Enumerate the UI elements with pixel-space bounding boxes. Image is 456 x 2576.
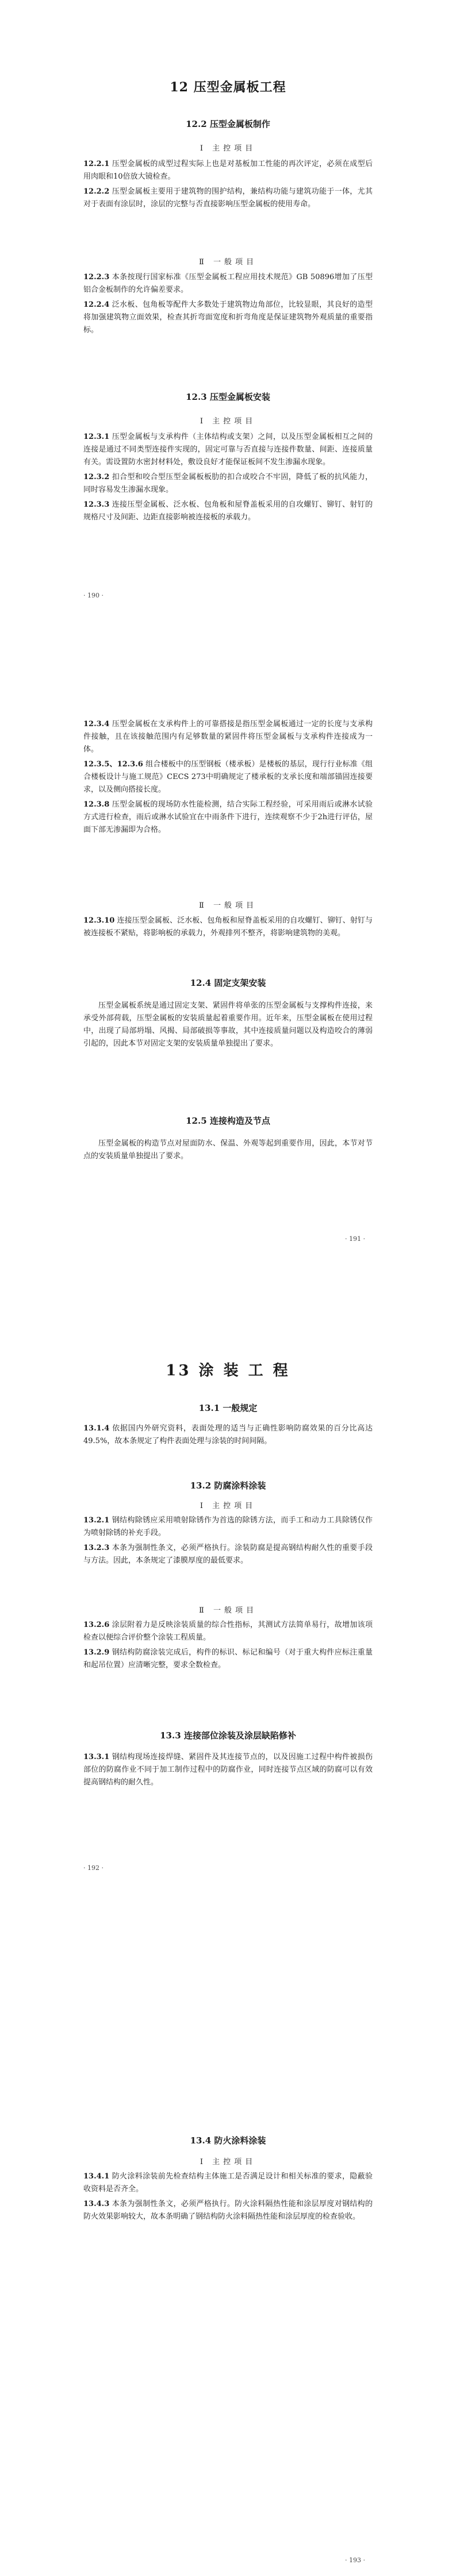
paragraph-group <box>83 718 373 839</box>
section-heading: 13.4 防火涂料涂装 <box>190 2135 266 2146</box>
paragraph <box>83 271 373 296</box>
clause-number: 13.4.3 <box>83 2200 110 2208</box>
paragraph-text: 压型金属板的现场防水性能检测，结合实际工程经验，可采用雨后或淋水试验方式进行检查，雨后或淋水试验宜在中雨条件下进行，连续观察不少于2h进行评估，屋面下部无渗漏即为合格。 <box>83 800 373 834</box>
paragraph-text: 压型金属板的成型过程实际上也是对基板加工性能的再次评定，必须在成型后用肉眼和10倍放大镜检查。 <box>83 160 373 181</box>
paragraph <box>83 718 373 756</box>
section-heading: 13.3 连接部位涂装及涂层缺陷修补 <box>160 1730 296 1741</box>
paragraph-text: 压型金属板主要用于建筑物的围护结构，兼结构功能与建筑功能于一体，尤其对于表面有涂层时，涂层的完整与否直接影响压型金属板的使用寿命。 <box>83 187 373 209</box>
chapter-title: 12 压型金属板工程 <box>170 80 286 95</box>
clause-number: 13.2.9 <box>83 1648 110 1657</box>
paragraph <box>83 1619 373 1644</box>
paragraph <box>83 499 373 524</box>
clause-number: 12.3.8 <box>83 800 110 809</box>
clause-number: 12.3.2 <box>83 473 110 481</box>
clause-number: 13.4.1 <box>83 2172 110 2181</box>
paragraph-text: 防火涂料涂装前先检查结构主体施工是否满足设计和相关标准的要求，隐蔽验收资料是否齐全。 <box>83 2172 373 2193</box>
paragraph-group <box>83 1619 373 1674</box>
paragraph-text: 压型金属板系统是通过固定支架、紧固件将单张的压型金属板与支撑构件连接，来承受外部荷载，压型金属板的安装质量起着重要作用。近年来，压型金属板在使用过程中，出现了局部坍塌、风揭、局部破损等事故，其中连接质量问题以及构造咬合的薄弱引起的，因此本节对固定支架的安装质量单独提出了要求。 <box>83 1001 373 1048</box>
clause-number: 12.3.4 <box>83 720 110 728</box>
clause-number: 13.2.3 <box>83 1544 110 1552</box>
clause-number: 12.2.2 <box>83 187 110 196</box>
page-number: · 191 · <box>345 1235 365 1243</box>
paragraph <box>83 1422 373 1448</box>
paragraph-text: 压型金属板的构造节点对屋面防水、保温、外观等起到重要作用，因此，本节对节点的安装质量单独提出了要求。 <box>83 1139 373 1160</box>
item-heading: Ⅰ 主控项目 <box>200 144 256 153</box>
paragraph <box>83 1646 373 1672</box>
section-heading: 12.5 连接构造及节点 <box>186 1116 270 1126</box>
paragraph-text: 压型金属板与支承构件（主体结构或支架）之间，以及压型金属板相互之间的连接是通过不同类型连接件实现的，固定可靠与否直接与连接件数量、间距、连接质量有关。需设置防水密封材料处，敷设良好才能保证板间不发生渗漏水现象。 <box>83 433 373 466</box>
section-heading: 13.1 一般规定 <box>198 1403 258 1413</box>
paragraph <box>83 299 373 337</box>
clause-number: 12.3.5、12.3.6 <box>83 760 143 769</box>
paragraph <box>83 1751 373 1789</box>
paragraph-text: 压型金属板在支承构件上的可靠搭接是指压型金属板通过一定的长度与支承构件接触，且在该接触范围内有足够数量的紧固件将压型金属板与支承构件连接成为一体。 <box>83 720 373 754</box>
page-193 <box>0 1930 456 2576</box>
section-heading: 13.2 防腐涂料涂装 <box>190 1480 266 1491</box>
clause-number: 12.3.3 <box>83 500 110 509</box>
paragraph-group <box>83 1137 373 1165</box>
paragraph <box>83 915 373 940</box>
paragraph-text: 本条按现行国家标准《压型金属板工程应用技术规范》GB 50896增加了压型铝合金板制作的允许偏差要求。 <box>83 273 373 294</box>
paragraph <box>83 1514 373 1540</box>
paragraph <box>83 431 373 469</box>
paragraph-group <box>83 1514 373 1569</box>
clause-number: 12.2.3 <box>83 273 110 281</box>
paragraph-text: 本条为强制性条文，必须严格执行。防火涂料隔热性能和涂层厚度对钢结构的防火效果影响较大，故本条明确了钢结构防火涂料隔热性能和涂层厚度的检查验收。 <box>83 2200 373 2221</box>
paragraph-text: 本条为强制性条文，必须严格执行。涂装防腐是提高钢结构耐久性的重要手段与方法。因此，本条规定了漆膜厚度的最低要求。 <box>83 1544 373 1565</box>
clause-number: 13.1.4 <box>83 1424 110 1433</box>
chapter-title: 13 涂 装 工 程 <box>166 1362 290 1379</box>
paragraph-group <box>83 431 373 526</box>
item-heading: Ⅰ 主控项目 <box>200 2158 256 2166</box>
paragraph-text: 组合楼板中的压型钢板（楼承板）是楼板的基层，现行行业标准《组合楼板设计与施工规范》CECS 273中明确规定了楼承板的支承长度和端部锚固连接要求，以及侧向搭接长度。 <box>83 760 373 794</box>
paragraph-group <box>83 158 373 213</box>
item-heading: Ⅰ 主控项目 <box>200 1502 256 1510</box>
page-192 <box>0 1287 456 1925</box>
page-190 <box>0 0 456 632</box>
paragraph <box>83 471 373 496</box>
paragraph <box>83 799 373 836</box>
page-number: · 190 · <box>83 592 104 599</box>
clause-number: 12.2.4 <box>83 300 110 309</box>
section-heading: 12.2 压型金属板制作 <box>186 119 270 129</box>
paragraph-group <box>83 915 373 942</box>
paragraph-group <box>83 1000 373 1052</box>
section-heading: 12.3 压型金属板安装 <box>186 392 270 402</box>
page-number: · 193 · <box>345 2556 365 2564</box>
page-number: · 192 · <box>83 1864 104 1872</box>
item-heading: Ⅱ 一般项目 <box>199 1606 257 1615</box>
item-heading: Ⅰ 主控项目 <box>200 417 256 426</box>
paragraph <box>83 758 373 796</box>
paragraph-text: 依据国内外研究资料，表面处理的适当与正确性影响防腐效果的百分比高达49.5%，故本条规定了构件表面处理与涂装的时间间隔。 <box>83 1424 373 1445</box>
paragraph <box>83 186 373 211</box>
clause-number: 13.2.1 <box>83 1516 110 1525</box>
paragraph-group <box>83 2170 373 2226</box>
paragraph-text: 钢结构现场连接焊缝、紧固件及其连接节点的，以及因施工过程中构件被损伤部位的防腐作业不同于加工制作过程中的防腐作业，同时连接节点区域的防腐可以有效提高钢结构的耐久性。 <box>83 1753 373 1787</box>
paragraph-group <box>83 271 373 339</box>
paragraph <box>83 2198 373 2223</box>
paragraph-text: 连接压型金属板、泛水板、包角板和屋脊盖板采用的自攻螺钉、铆钉、射钉的规格尺寸及间距、边距直接影响被连接板的承载力。 <box>83 500 373 522</box>
paragraph-text: 泛水板、包角板等配件大多数处于建筑物边角部位，比较显眼，其良好的造型将加强建筑物立面效果，检查其折弯面宽度和折弯角度是保证建筑物外观质量的重要指标。 <box>83 300 373 334</box>
paragraph-group <box>83 1751 373 1791</box>
paragraph-text: 钢结构除锈应采用喷射除锈作为首选的除锈方法，而手工和动力工具除锈仅作为喷射除锈的补充手段。 <box>83 1516 373 1537</box>
paragraph-text: 钢结构防腐涂装完成后，构件的标识、标记和编号（对于重大构件应标注重量和起吊位置）应清晰完整，要求全数检查。 <box>83 1648 373 1669</box>
clause-number: 13.2.6 <box>83 1621 110 1629</box>
page-191 <box>0 643 456 1281</box>
paragraph-text: 涂层附着力是反映涂装质量的综合性指标，其测试方法简单易行，故增加该项检查以便综合评价整个涂装工程质量。 <box>83 1621 373 1642</box>
clause-number: 12.3.1 <box>83 433 110 441</box>
clause-number: 12.3.10 <box>83 916 115 925</box>
paragraph <box>83 1542 373 1567</box>
clause-number: 13.3.1 <box>83 1753 110 1761</box>
paragraph <box>83 158 373 183</box>
clause-number: 12.2.1 <box>83 160 110 168</box>
section-heading: 12.4 固定支架安装 <box>190 978 266 988</box>
paragraph-group <box>83 1422 373 1450</box>
paragraph-text: 扣合型和咬合型压型金属板板肋的扣合或咬合不牢固，降低了板的抗风能力，同时容易发生渗漏水现象。 <box>83 473 373 494</box>
item-heading: Ⅱ 一般项目 <box>199 901 257 910</box>
paragraph-text: 连接压型金属板、泛水板、包角板和屋脊盖板采用的自攻螺钉、铆钉、射钉与被连接板不紧贴，将影响板的承载力，外观排列不整齐，将影响建筑物的美观。 <box>83 916 373 938</box>
paragraph <box>83 2170 373 2196</box>
item-heading: Ⅱ 一般项目 <box>199 258 257 267</box>
